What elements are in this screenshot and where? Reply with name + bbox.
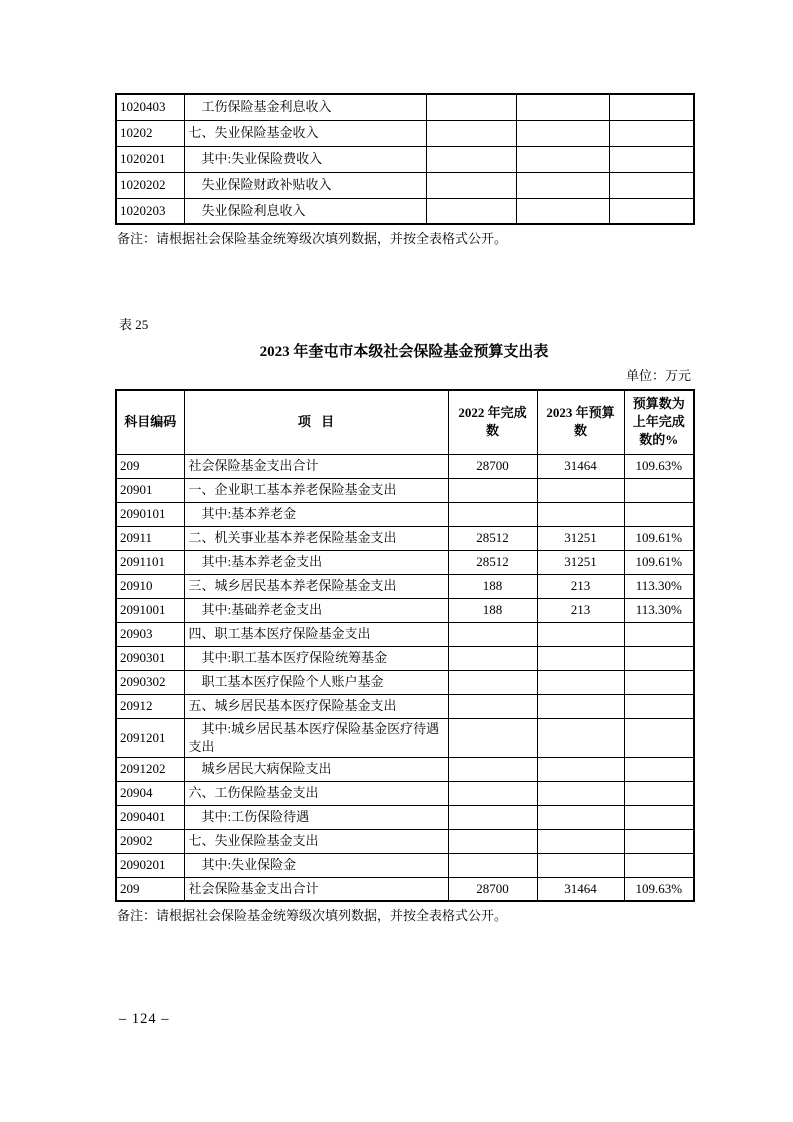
header-budget-vs-prior-pct: 预算数为上年完成数的% — [624, 390, 694, 454]
subject-code-cell: 20904 — [116, 781, 184, 805]
table-row — [116, 829, 694, 853]
value-cell — [609, 94, 694, 120]
subject-code-cell: 2090201 — [116, 853, 184, 877]
item-cell: 其中:基本养老金支出 — [184, 550, 448, 574]
value-cell: 31464 — [537, 454, 624, 478]
item-cell: 其中:城乡居民基本医疗保险基金医疗待遇支出 — [184, 718, 448, 757]
table-row — [116, 198, 694, 224]
value-cell: 31251 — [537, 550, 624, 574]
value-cell — [448, 478, 537, 502]
table-row — [116, 805, 694, 829]
value-cell: 213 — [537, 574, 624, 598]
value-cell — [624, 757, 694, 781]
subject-code-cell: 209 — [116, 454, 184, 478]
value-cell: 213 — [537, 598, 624, 622]
item-cell: 社会保险基金支出合计 — [184, 877, 448, 901]
table-row — [116, 120, 694, 146]
subject-code-cell: 209 — [116, 877, 184, 901]
value-cell — [448, 502, 537, 526]
header-2023-budget: 2023 年预算数 — [537, 390, 624, 454]
header-row — [116, 390, 694, 454]
value-cell — [426, 120, 516, 146]
value-cell — [537, 853, 624, 877]
main-table-note: 备注：请根据社会保险基金统筹级次填列数据，并按全表格式公开。 — [117, 908, 508, 923]
main-table-body — [116, 454, 694, 901]
value-cell — [448, 622, 537, 646]
value-cell — [624, 829, 694, 853]
table-row — [116, 478, 694, 502]
value-cell — [624, 694, 694, 718]
subject-code-cell: 20903 — [116, 622, 184, 646]
table-row — [116, 757, 694, 781]
value-cell — [426, 198, 516, 224]
subject-code-cell: 1020203 — [116, 198, 184, 224]
value-cell — [448, 757, 537, 781]
value-cell — [516, 120, 609, 146]
table-row — [116, 781, 694, 805]
item-cell: 工伤保险基金利息收入 — [184, 94, 426, 120]
value-cell: 188 — [448, 598, 537, 622]
item-cell: 四、职工基本医疗保险基金支出 — [184, 622, 448, 646]
value-cell — [537, 781, 624, 805]
item-cell: 六、工伤保险基金支出 — [184, 781, 448, 805]
item-cell: 失业保险财政补贴收入 — [184, 172, 426, 198]
subject-code-cell: 2090401 — [116, 805, 184, 829]
table-row — [116, 94, 694, 120]
table-label: 表 25 — [119, 317, 149, 332]
value-cell — [516, 198, 609, 224]
table-row — [116, 598, 694, 622]
item-cell: 一、企业职工基本养老保险基金支出 — [184, 478, 448, 502]
value-cell — [537, 829, 624, 853]
value-cell — [609, 172, 694, 198]
table-row — [116, 670, 694, 694]
subject-code-cell: 2091201 — [116, 718, 184, 757]
page-number: – 124 – — [119, 1011, 170, 1027]
value-cell: 28700 — [448, 454, 537, 478]
value-cell — [448, 781, 537, 805]
value-cell — [624, 622, 694, 646]
subject-code-cell: 2090101 — [116, 502, 184, 526]
value-cell — [448, 829, 537, 853]
page-content — [115, 93, 693, 924]
item-cell: 三、城乡居民基本养老保险基金支出 — [184, 574, 448, 598]
table-row — [116, 146, 694, 172]
value-cell — [537, 694, 624, 718]
subject-code-cell: 2091101 — [116, 550, 184, 574]
value-cell — [624, 781, 694, 805]
item-cell: 失业保险利息收入 — [184, 198, 426, 224]
value-cell — [624, 502, 694, 526]
value-cell — [448, 718, 537, 757]
subject-code-cell: 1020202 — [116, 172, 184, 198]
subject-code-cell: 2090301 — [116, 646, 184, 670]
unit-label: 单位：万元 — [625, 368, 691, 383]
table-row — [116, 574, 694, 598]
value-cell — [609, 146, 694, 172]
value-cell — [537, 805, 624, 829]
table-row — [116, 526, 694, 550]
value-cell: 113.30% — [624, 598, 694, 622]
value-cell — [609, 198, 694, 224]
value-cell: 188 — [448, 574, 537, 598]
item-cell: 其中:失业保险费收入 — [184, 146, 426, 172]
table-header — [116, 390, 694, 454]
subject-code-cell: 20901 — [116, 478, 184, 502]
value-cell: 31464 — [537, 877, 624, 901]
item-cell: 七、失业保险基金收入 — [184, 120, 426, 146]
item-cell: 七、失业保险基金支出 — [184, 829, 448, 853]
item-cell: 其中:工伤保险待遇 — [184, 805, 448, 829]
value-cell — [624, 478, 694, 502]
top-table-body — [116, 94, 694, 224]
subject-code-cell: 1020201 — [116, 146, 184, 172]
value-cell — [448, 853, 537, 877]
value-cell: 109.63% — [624, 877, 694, 901]
subject-code-cell: 20911 — [116, 526, 184, 550]
item-cell: 社会保险基金支出合计 — [184, 454, 448, 478]
value-cell — [624, 718, 694, 757]
subject-code-cell: 10202 — [116, 120, 184, 146]
value-cell: 28512 — [448, 526, 537, 550]
header-item: 项 目 — [184, 390, 448, 454]
subject-code-cell: 2091001 — [116, 598, 184, 622]
value-cell — [537, 646, 624, 670]
value-cell — [448, 694, 537, 718]
value-cell: 113.30% — [624, 574, 694, 598]
item-cell: 其中:基本养老金 — [184, 502, 448, 526]
value-cell — [624, 646, 694, 670]
table-row — [116, 550, 694, 574]
top-table-note: 备注：请根据社会保险基金统筹级次填列数据，并按全表格式公开。 — [117, 231, 508, 246]
header-subject-code: 科目编码 — [116, 390, 184, 454]
item-cell: 其中:职工基本医疗保险统筹基金 — [184, 646, 448, 670]
item-cell: 其中:失业保险金 — [184, 853, 448, 877]
value-cell — [516, 94, 609, 120]
subject-code-cell: 20912 — [116, 694, 184, 718]
value-cell — [426, 172, 516, 198]
table-row — [116, 694, 694, 718]
social-insurance-expenditure-table — [115, 389, 695, 902]
item-cell: 其中:基础养老金支出 — [184, 598, 448, 622]
table-row — [116, 718, 694, 757]
table-row — [116, 502, 694, 526]
value-cell: 109.63% — [624, 454, 694, 478]
value-cell: 28700 — [448, 877, 537, 901]
subject-code-cell: 20910 — [116, 574, 184, 598]
table-row — [116, 172, 694, 198]
value-cell — [537, 757, 624, 781]
item-cell: 五、城乡居民基本医疗保险基金支出 — [184, 694, 448, 718]
subject-code-cell: 1020403 — [116, 94, 184, 120]
subject-code-cell: 2091202 — [116, 757, 184, 781]
value-cell — [537, 670, 624, 694]
table-row — [116, 622, 694, 646]
social-insurance-income-table-fragment — [115, 93, 695, 225]
value-cell — [624, 853, 694, 877]
value-cell — [516, 146, 609, 172]
value-cell: 31251 — [537, 526, 624, 550]
value-cell — [624, 805, 694, 829]
value-cell — [537, 478, 624, 502]
item-cell: 二、机关事业基本养老保险基金支出 — [184, 526, 448, 550]
value-cell: 28512 — [448, 550, 537, 574]
table-row — [116, 454, 694, 478]
table-title: 2023 年奎屯市本级社会保险基金预算支出表 — [259, 344, 549, 360]
value-cell — [609, 120, 694, 146]
value-cell — [448, 646, 537, 670]
value-cell — [448, 805, 537, 829]
subject-code-cell: 2090302 — [116, 670, 184, 694]
table-row — [116, 646, 694, 670]
value-cell — [516, 172, 609, 198]
value-cell — [426, 146, 516, 172]
value-cell — [448, 670, 537, 694]
value-cell — [426, 94, 516, 120]
item-cell: 城乡居民大病保险支出 — [184, 757, 448, 781]
value-cell: 109.61% — [624, 550, 694, 574]
value-cell: 109.61% — [624, 526, 694, 550]
value-cell — [537, 718, 624, 757]
value-cell — [537, 502, 624, 526]
header-2022-actual: 2022 年完成数 — [448, 390, 537, 454]
table-row — [116, 877, 694, 901]
value-cell — [624, 670, 694, 694]
value-cell — [537, 622, 624, 646]
table-row — [116, 853, 694, 877]
item-cell: 职工基本医疗保险个人账户基金 — [184, 670, 448, 694]
subject-code-cell: 20902 — [116, 829, 184, 853]
